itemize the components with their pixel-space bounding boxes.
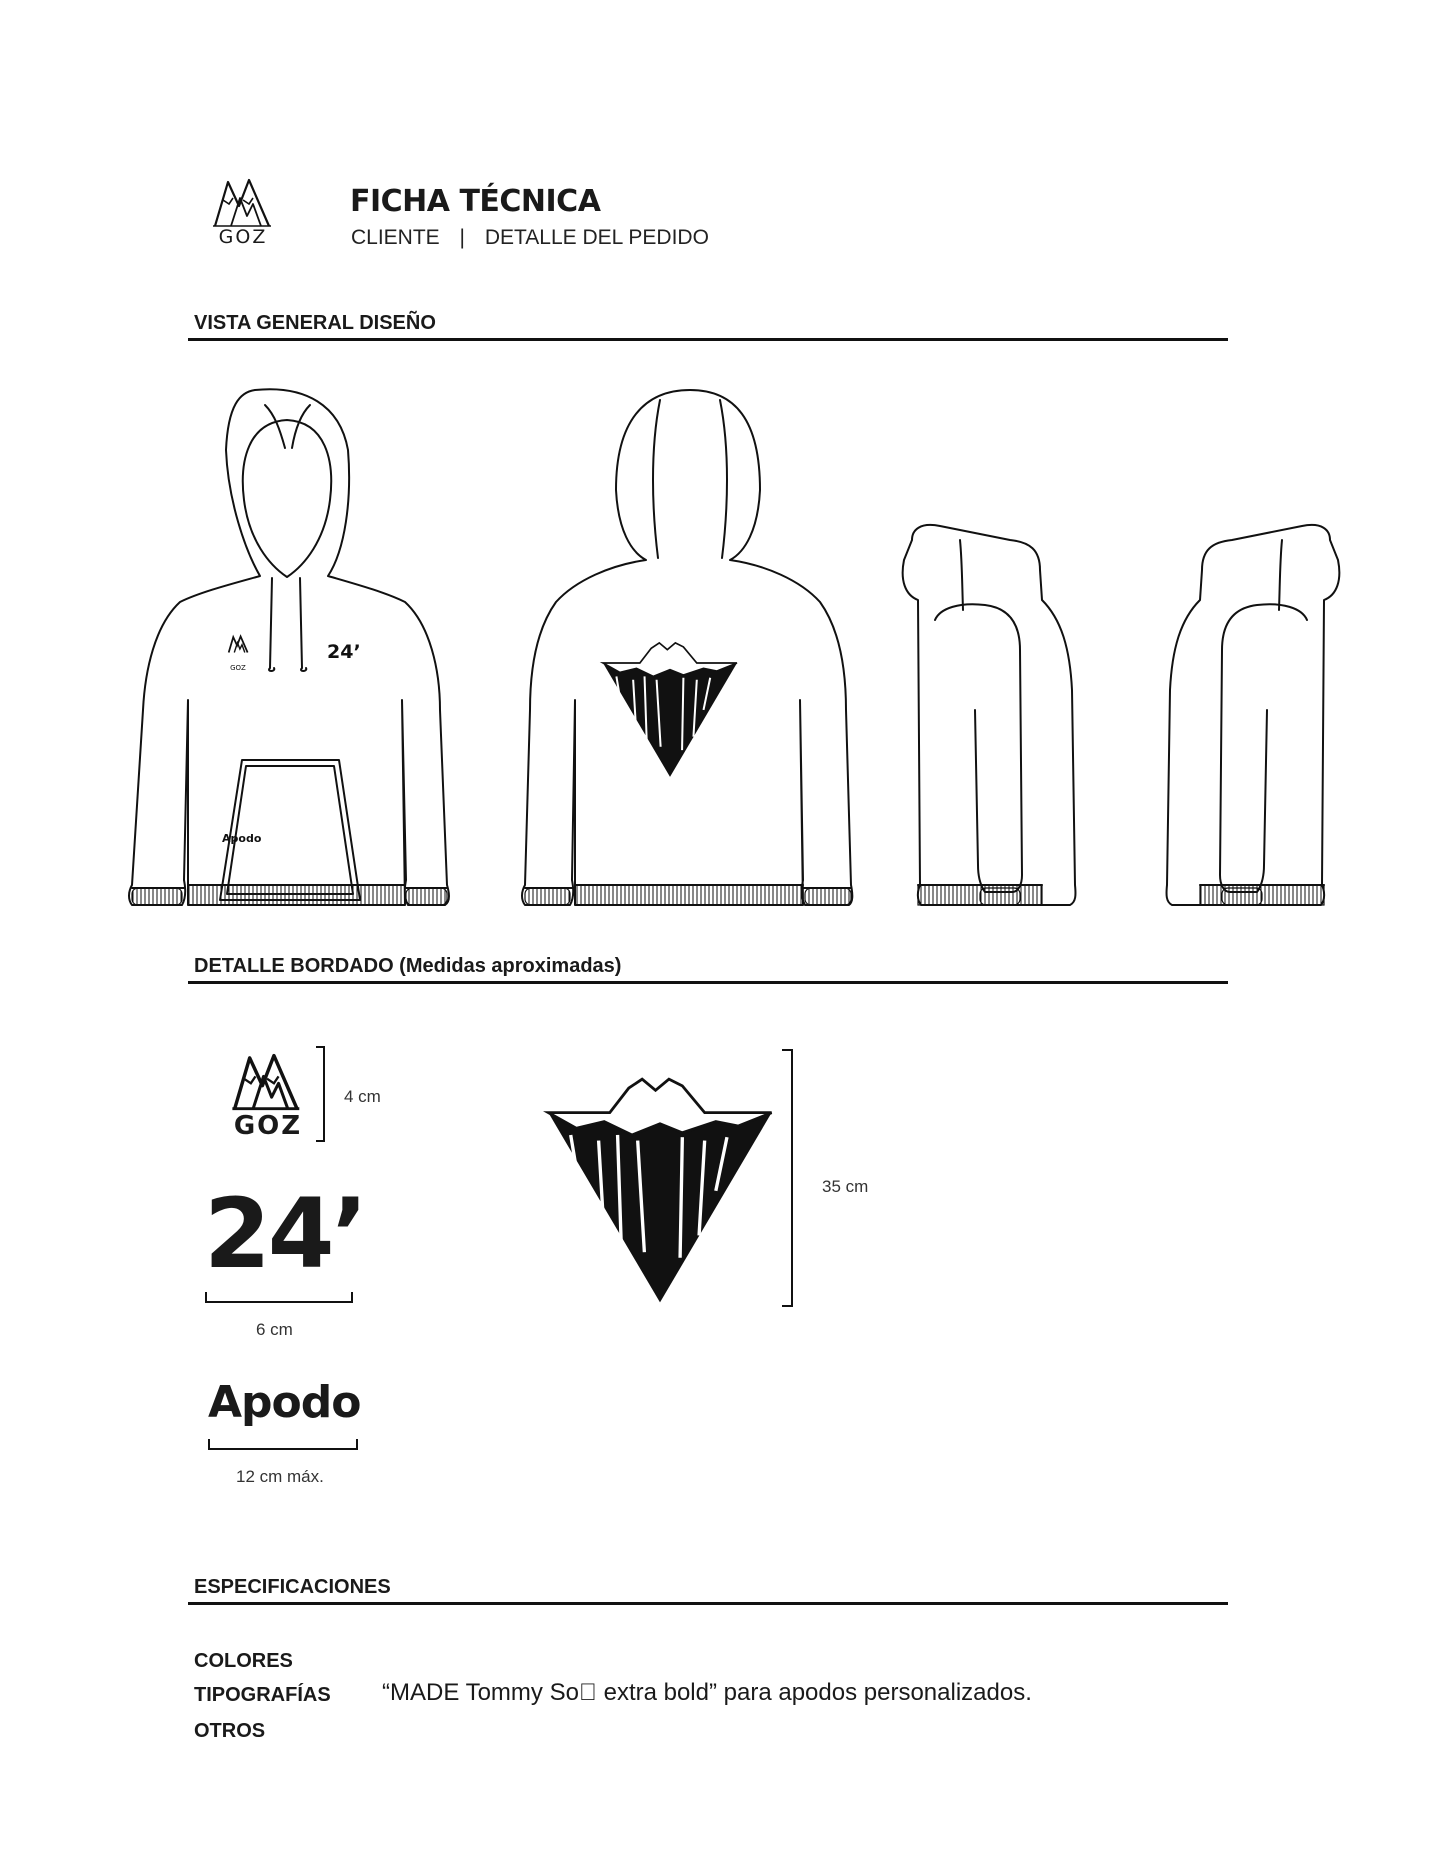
back-cuff-left — [525, 888, 570, 905]
fonts-label: TIPOGRAFÍAS — [194, 1684, 331, 1706]
overview-divider — [188, 338, 1228, 341]
hoodie-front — [129, 389, 449, 905]
embroidery-logo-text: GOZ — [233, 1111, 303, 1141]
front-cuff-right — [406, 888, 447, 905]
other-label: OTROS — [194, 1720, 266, 1742]
front-chest-logo-icon — [229, 636, 248, 652]
front-number: 24’ — [327, 641, 361, 663]
embroidery-section-title: DETALLE BORDADO (Medidas aproximadas) — [194, 955, 622, 977]
back-hem-rib — [575, 885, 803, 905]
client-label: CLIENTE — [351, 226, 440, 249]
header-logo-text: GOZ — [218, 226, 268, 248]
fonts-value: “MADE Tommy So  extra bold” para apodos personalizados. — [382, 1679, 1032, 1706]
page-title: FICHA TÉCNICA — [350, 184, 601, 219]
garment-views — [0, 380, 1445, 920]
embroidery-triangle-art — [545, 1068, 775, 1308]
specs-section-title: ESPECIFICACIONES — [194, 1576, 391, 1598]
front-hem-rib — [188, 885, 405, 905]
hoodie-back — [522, 390, 852, 905]
nickname-size-label: 12 cm máx. — [236, 1467, 324, 1486]
embroidery-mountain-icon — [232, 1051, 302, 1111]
header-logo — [208, 176, 278, 250]
hoodie-side-right — [903, 525, 1076, 905]
triangle-size-bracket — [780, 1048, 796, 1310]
back-cuff-right — [805, 888, 851, 905]
nickname-size-bracket — [207, 1437, 359, 1453]
front-chest-logo-text: GOZ — [230, 664, 246, 672]
number-size-bracket — [204, 1290, 354, 1306]
hoodie-side-left — [1167, 525, 1340, 905]
front-cuff-left — [132, 888, 182, 905]
embroidery-logo — [228, 1043, 308, 1143]
front-pocket-nickname: Apodo — [222, 832, 262, 845]
side-cuff-left — [1222, 888, 1262, 905]
embroidery-number: 24’ — [204, 1178, 366, 1290]
separator: | — [459, 226, 465, 249]
specs-divider — [188, 1602, 1228, 1605]
order-detail-label: DETALLE DEL PEDIDO — [484, 226, 709, 249]
logo-size-label: 4 cm — [344, 1087, 381, 1106]
mountain-logo-icon — [213, 176, 273, 228]
colors-label: COLORES — [194, 1650, 293, 1672]
back-triangle-art — [603, 643, 737, 777]
logo-size-bracket — [314, 1045, 328, 1145]
embroidery-nickname: Apodo — [208, 1377, 361, 1428]
header-subtitle — [351, 226, 709, 250]
embroidery-divider — [188, 981, 1228, 984]
triangle-size-label: 35 cm — [822, 1177, 869, 1196]
overview-section-title: VISTA GENERAL DISEÑO — [194, 312, 436, 334]
side-cuff-right — [980, 888, 1020, 905]
number-size-label: 6 cm — [256, 1320, 293, 1339]
